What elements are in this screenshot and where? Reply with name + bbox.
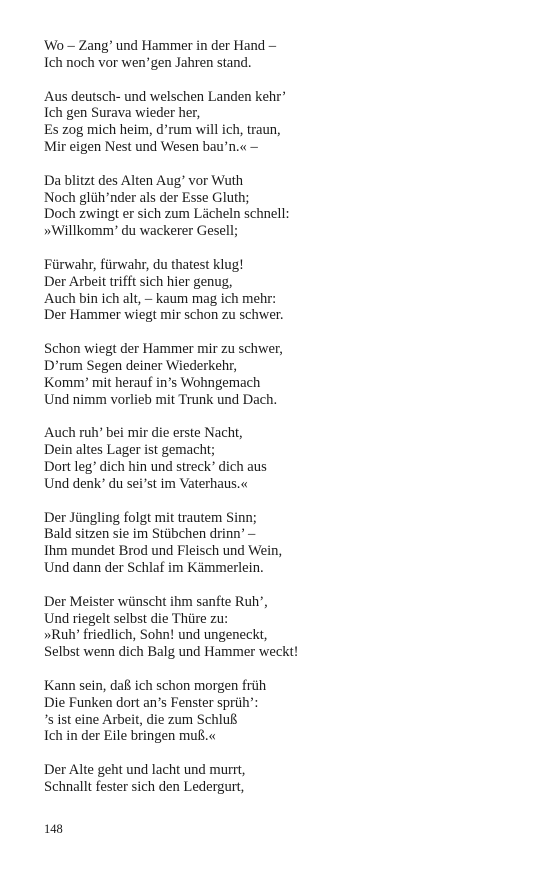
verse-line: Der Jüngling folgt mit trautem Sinn; <box>44 509 257 526</box>
verse-line: Mir eigen Nest und Wesen bau’n.« – <box>44 138 258 155</box>
stanza <box>44 762 514 796</box>
stanza <box>44 510 514 577</box>
stanza <box>44 594 514 661</box>
verse-line: Da blitzt des Alten Aug’ vor Wuth <box>44 172 244 189</box>
verse-line: Und denk’ du sei’st im Vaterhaus.« <box>44 475 248 492</box>
stanza <box>44 425 514 492</box>
verse-line: Ihm mundet Brod und Fleisch und Wein, <box>44 543 283 560</box>
verse-line: Der Arbeit trifft sich hier genug, <box>44 273 233 290</box>
poem-body <box>44 38 514 813</box>
verse-line: Ich gen Surava wieder her, <box>44 105 201 122</box>
verse-line: Auch bin ich alt, – kaum mag ich mehr: <box>44 290 277 307</box>
verse-line: Auch ruh’ bei mir die erste Nacht, <box>44 425 243 442</box>
verse-line: Und dann der Schlaf im Kämmerlein. <box>44 559 264 576</box>
verse-line: Kann sein, daß ich schon morgen früh <box>44 677 267 694</box>
stanza <box>44 38 514 72</box>
verse-line: Es zog mich heim, d’rum will ich, traun, <box>44 122 281 139</box>
verse-line: Noch glüh’nder als der Esse Gluth; <box>44 189 250 206</box>
verse-line: Doch zwingt er sich zum Lächeln schnell: <box>44 206 290 223</box>
verse-line: Fürwahr, fürwahr, du thatest klug! <box>44 256 244 273</box>
verse-line: Dort leg’ dich hin und streck’ dich aus <box>44 458 267 475</box>
verse-line: Und nimm vorlieb mit Trunk und Dach. <box>44 391 278 408</box>
verse-line: »Willkomm’ du wackerer Gesell; <box>44 223 239 240</box>
verse-line: Schnallt fester sich den Ledergurt, <box>44 778 245 795</box>
page-number: 148 <box>44 822 63 836</box>
verse-line: Ich in der Eile bringen muß.« <box>44 728 216 745</box>
verse-line: »Ruh’ friedlich, Sohn! und ungeneckt, <box>44 627 268 644</box>
stanza <box>44 173 514 240</box>
stanza <box>44 89 514 156</box>
verse-line: Der Alte geht und lacht und murrt, <box>44 762 246 779</box>
verse-line: Und riegelt selbst die Thüre zu: <box>44 610 229 627</box>
stanza <box>44 257 514 324</box>
verse-line: Der Meister wünscht ihm sanfte Ruh’, <box>44 593 268 610</box>
verse-line: Der Hammer wiegt mir schon zu schwer. <box>44 307 284 324</box>
verse-line: Dein altes Lager ist gemacht; <box>44 442 216 459</box>
verse-line: Die Funken dort an’s Fenster sprüh’: <box>44 694 259 711</box>
verse-line: Ich noch vor wen’gen Jahren stand. <box>44 54 252 71</box>
verse-line: Aus deutsch- und welschen Landen kehr’ <box>44 88 287 105</box>
verse-line: Wo – Zang’ und Hammer in der Hand – <box>44 38 276 54</box>
stanza <box>44 341 514 408</box>
stanza <box>44 678 514 745</box>
verse-line: Komm’ mit herauf in’s Wohngemach <box>44 374 261 391</box>
verse-line: Selbst wenn dich Balg und Hammer weckt! <box>44 644 299 661</box>
verse-line: ’s ist eine Arbeit, die zum Schluß <box>44 711 238 728</box>
verse-line: D’rum Segen deiner Wiederkehr, <box>44 357 238 374</box>
verse-line: Bald sitzen sie im Stübchen drinn’ – <box>44 526 256 543</box>
verse-line: Schon wiegt der Hammer mir zu schwer, <box>44 341 283 358</box>
